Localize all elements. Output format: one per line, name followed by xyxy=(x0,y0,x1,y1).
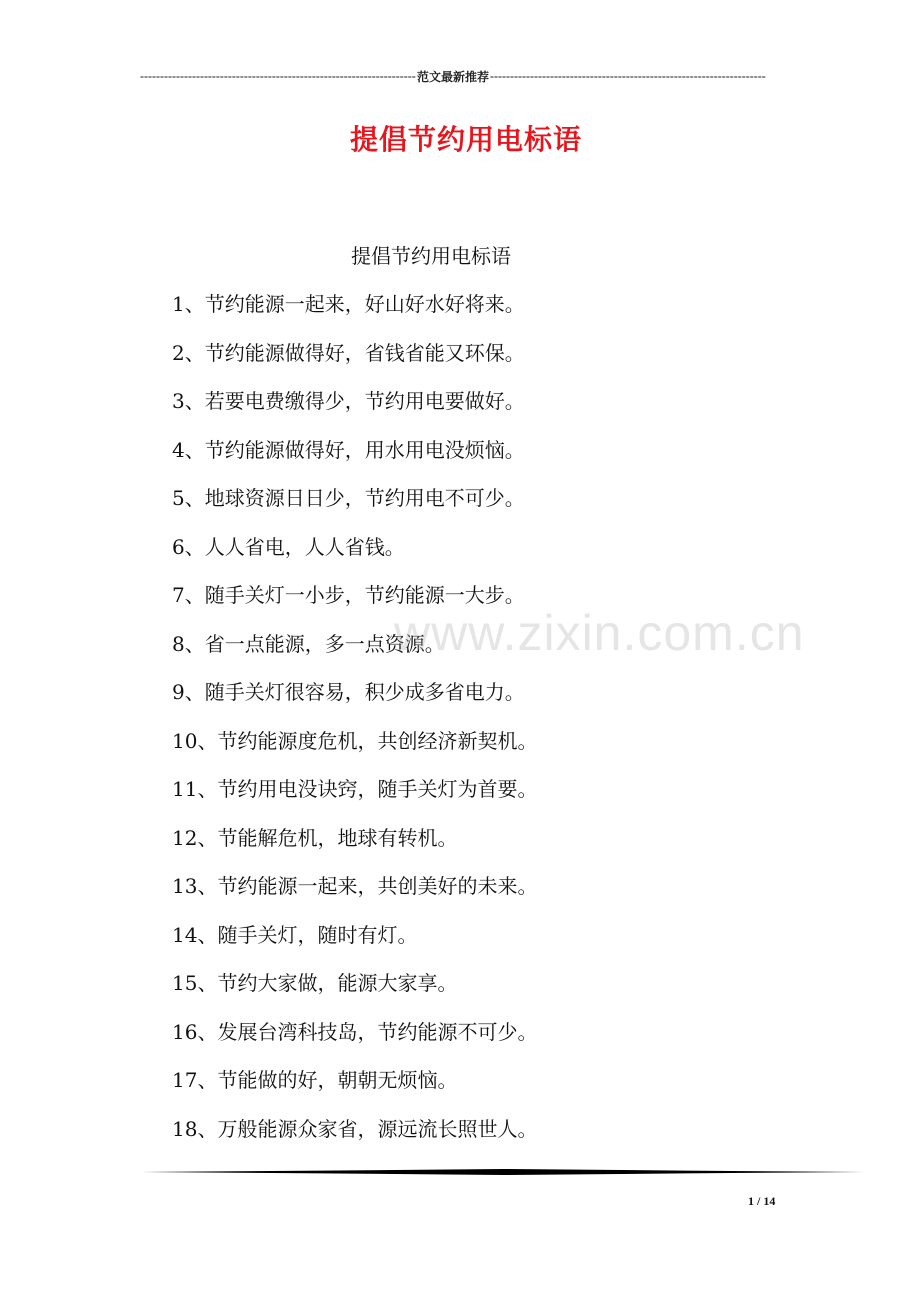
document-subtitle: 提倡节约用电标语 xyxy=(351,244,511,268)
slogan-item: 5、地球资源日日少，节约用电不可少。 xyxy=(172,486,525,510)
page-number: 1 / 14 xyxy=(748,1194,776,1208)
watermark: www.zixin.com.cn xyxy=(394,605,805,661)
slogan-item: 14、随手关灯，随时有灯。 xyxy=(172,922,418,947)
slogan-item: 1、节约能源一起来，好山好水好将来。 xyxy=(172,292,525,316)
slogan-item: 11、节约用电没诀窍，随手关灯为首要。 xyxy=(172,777,538,801)
slogan-item: 4、节约能源做得好，用水用电没烦恼。 xyxy=(172,437,525,462)
page-header xyxy=(140,68,766,85)
slogan-item: 6、人人省电，人人省钱。 xyxy=(172,534,405,559)
slogan-item: 12、节能解危机，地球有转机。 xyxy=(172,825,458,850)
slogan-list xyxy=(172,280,537,1153)
document-title: 提倡节约用电标语 xyxy=(349,123,582,156)
footer-rule xyxy=(142,1168,864,1176)
slogan-item: 18、万般能源众家省，源远流长照世人。 xyxy=(172,1116,538,1141)
slogan-item: 8、省一点能源，多一点资源。 xyxy=(172,631,445,656)
slogan-item: 16、发展台湾科技岛，节约能源不可少。 xyxy=(172,1019,538,1044)
slogan-item: 17、节能做的好，朝朝无烦恼。 xyxy=(172,1068,458,1092)
header-divider-left xyxy=(140,69,416,84)
slogan-item: 2、节约能源做得好，省钱省能又环保。 xyxy=(172,340,525,365)
slogan-item: 10、节约能源度危机，共创经济新契机。 xyxy=(172,728,538,753)
footer-rule-shape xyxy=(142,1169,864,1175)
header-divider-right xyxy=(490,69,766,84)
slogan-item: 7、随手关灯一小步，节约能源一大步。 xyxy=(172,583,525,607)
slogan-item: 9、随手关灯很容易，积少成多省电力。 xyxy=(172,680,525,704)
slogan-item: 15、节约大家做，能源大家享。 xyxy=(172,971,458,995)
slogan-item: 13、节约能源一起来，共创美好的未来。 xyxy=(172,874,538,898)
header-label: 范文最新推荐 xyxy=(416,70,489,84)
slogan-item: 3、若要电费缴得少，节约用电要做好。 xyxy=(172,389,525,413)
